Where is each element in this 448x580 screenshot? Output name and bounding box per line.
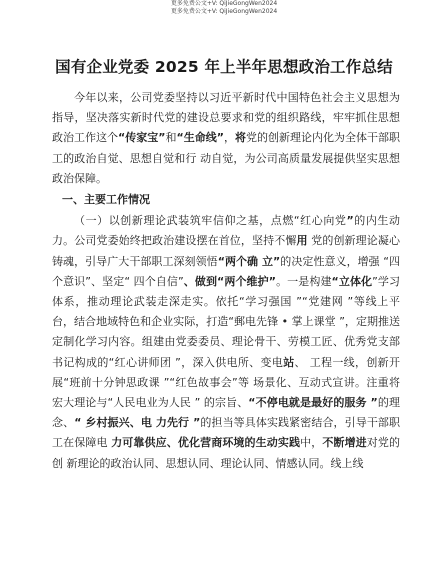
bold-phrase: 站 <box>283 355 295 369</box>
bold-phrase: 不断增进 <box>322 436 367 450</box>
text-run: 今年以来，公司党委坚持以习近平新时代中国特色社会主义思想为指导，坚决落实新时代党的建设总要求和党的组织路线，牢牢抓住思想政治工作这个 <box>52 91 400 145</box>
bold-phrase: “传家宝” <box>118 131 166 145</box>
text-run: 党的创新理论凝心铸魂，引导广大干部职工深刻领悟 <box>52 234 401 268</box>
bold-phrase: “立体化 <box>331 274 373 288</box>
text-run: ， <box>223 131 235 145</box>
text-run: （一）以创新理论武装筑牢信仰之基，点燃“红心向党 <box>74 214 347 228</box>
text-run: 的担当等具体实践紧密结合，引导干部职工在保障电 <box>52 416 401 450</box>
bold-phrase: ” <box>346 214 354 228</box>
text-run: 对党的创 新理论的政治认同、思想认同、理论认同、情感认同。线上线 <box>52 436 401 470</box>
intro-paragraph <box>52 88 400 189</box>
text-run: 的内生动力。公司党委始终把政治建设摆在首位，坚持不懈 <box>52 214 400 248</box>
bold-phrase: ” <box>273 254 281 268</box>
bold-phrase: 力可靠供应、优化营商环境的生动实践 <box>111 436 301 450</box>
watermark-line: 更多免费公文+V: QiJieGongWen2024 <box>170 0 278 7</box>
bold-phrase: “ 乡村振兴、电 力先行 ” <box>74 416 201 430</box>
document-title: 国有企业党委 2025 年上半年思想政治工作总结 <box>55 58 393 76</box>
bold-phrase: 用 <box>296 234 308 248</box>
text-run: 和 <box>165 131 177 145</box>
bold-phrase: 、 <box>183 274 195 288</box>
text-run: 党的创新理论内化为全体干部职工的政治自觉、思想自觉和行 动自觉，为公司高质量发展提供坚实思想政治保障。 <box>52 131 401 185</box>
bold-phrase: 做到“两个维护” <box>194 274 276 288</box>
bold-phrase: 将 <box>234 131 246 145</box>
bold-phrase: “两个确 立 <box>217 254 274 268</box>
watermark-line: 更多免费公文+V: QiJieGongWen2024 <box>170 8 278 15</box>
text-run: 、 工程一线，创新开展“班前十分钟思政课 ”“红色故事会”等 场景化、互动式宣讲。注重将宏大理论与“人民电业为人民 ” 的宗旨、 <box>52 355 401 410</box>
bold-phrase: “不停电就是最好的服务 ” <box>248 396 378 410</box>
text-run: 的理念、 <box>52 396 400 430</box>
text-run: ”学习体系，推动理论武装走深走实。依托“学习强国 ”“党建网 ”等线上平台，结合地域特色和企业实际，打造“郵电先锋 • 掌上课堂 ”，定期推送定制化学习内容。组建由党委委员、理论骨干、劳模工匠、优秀党支部书记构成的“红心讲师团 ”，深入供电所、变电 <box>52 274 401 369</box>
bold-phrase: “生命线” <box>176 131 224 145</box>
document-body <box>52 88 400 474</box>
section-heading: 一、主要工作情况 <box>62 193 150 207</box>
text-run: 中， <box>300 436 323 450</box>
watermark <box>0 0 448 16</box>
text-run: 。一是构建 <box>275 274 332 288</box>
text-run: 的决定性意义，增强 “四个意识”、坚定“ 四个自信” <box>52 254 401 288</box>
section-paragraph <box>52 211 400 474</box>
